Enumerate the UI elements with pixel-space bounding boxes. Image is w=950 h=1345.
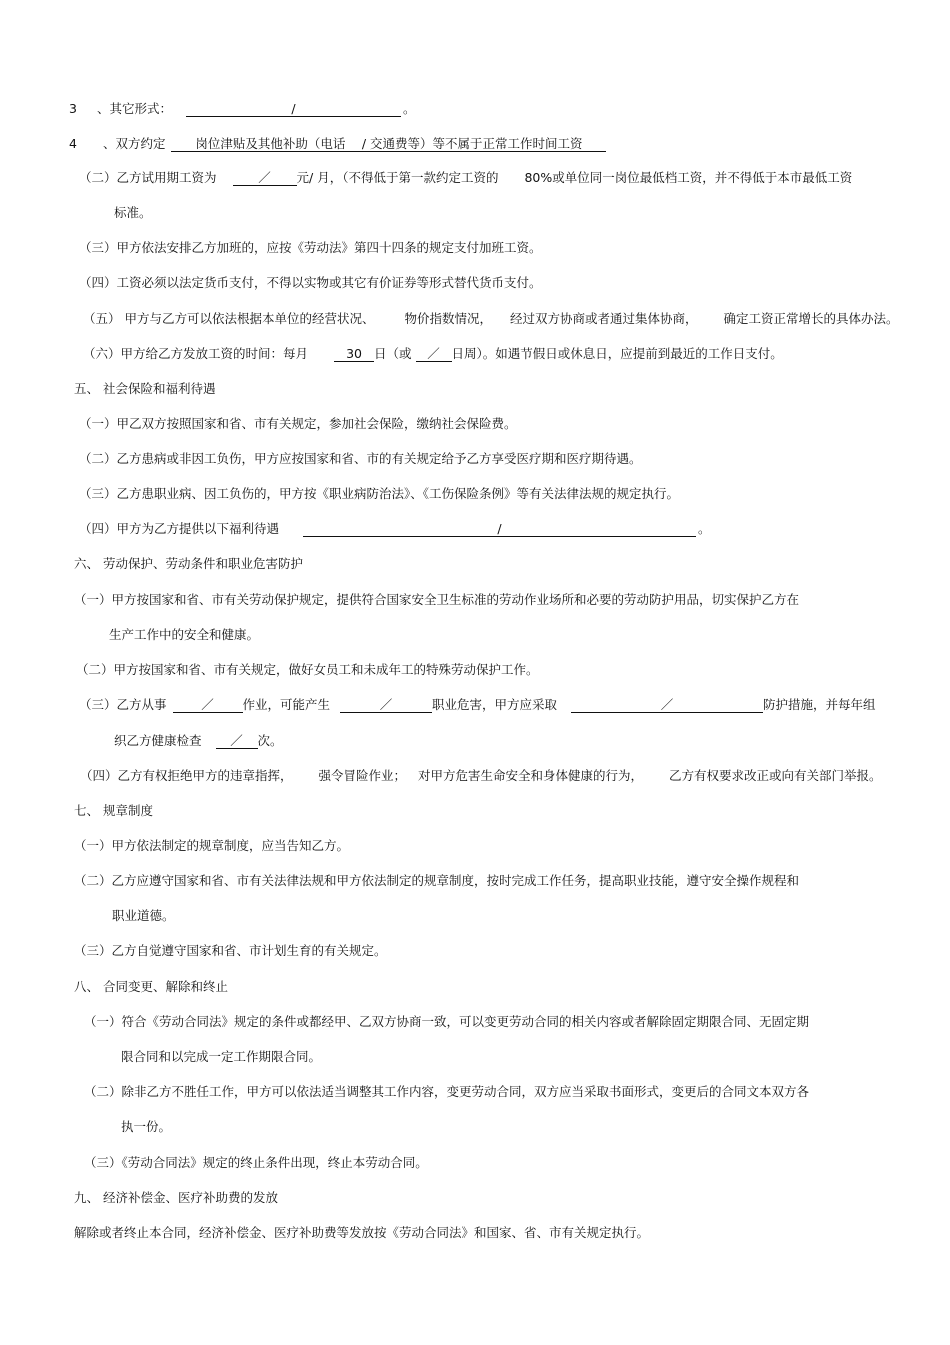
paragraph-line	[114, 205, 152, 221]
percentage-value: 80%	[524, 170, 553, 185]
paragraph-line	[76, 662, 539, 678]
paragraph-line	[74, 943, 387, 959]
paragraph-line	[109, 627, 259, 643]
pay-day	[83, 346, 783, 362]
probation-wage	[79, 170, 852, 186]
fill-blank: /	[186, 101, 401, 117]
fill-blank-day: 30	[334, 346, 374, 362]
text-segment: 日（或	[374, 346, 412, 361]
text-segment: （六）甲方给乙方发放工资的时间：每月	[83, 346, 309, 361]
text-segment: 织乙方健康检查	[114, 733, 202, 748]
clause-end: 。	[698, 521, 711, 536]
right-to-refuse	[80, 768, 882, 784]
paragraph-line	[79, 240, 542, 256]
fill-blank-times: ／	[216, 733, 258, 749]
text: 职业道德。	[112, 908, 175, 923]
text: 执一份。	[121, 1119, 172, 1134]
section-heading	[74, 381, 215, 397]
text: （二）乙方患病或非因工负伤，甲方应按国家和省、市的有关规定给予乙方享受医疗期和医疗期待遇。	[79, 451, 642, 466]
text-segment: 作业，可能产生	[242, 697, 331, 712]
clause-number: 4	[69, 136, 77, 151]
text-segment: （三）乙方从事	[79, 697, 167, 712]
text: （三）乙方自觉遵守国家和省、市计划生育的有关规定。	[74, 943, 387, 958]
paragraph-line	[112, 908, 175, 924]
section-heading	[74, 803, 153, 819]
text: 八、 合同变更、解除和终止	[74, 979, 228, 994]
text: 七、 规章制度	[74, 803, 153, 818]
text: （三）甲方依法安排乙方加班的，应按《劳动法》第四十四条的规定支付加班工资。	[79, 240, 542, 255]
fill-blank-allowance: 岗位津贴及其他补助（电话 / 交通费等）等不属于正常工作时间工资	[171, 136, 606, 152]
text-segment: 职业危害，甲方应采取	[432, 697, 558, 712]
text: 限合同和以完成一定工作期限合同。	[121, 1049, 322, 1064]
text: （四）工资必须以法定货币支付，不得以实物或其它有价证券等形式替代货币支付。	[79, 275, 542, 290]
text: （一）甲方按国家和省、市有关劳动保护规定，提供符合国家安全卫生标准的劳动作业场所和必要的劳动防护用品，切实保护乙方在	[74, 592, 800, 607]
clause-end: 。	[402, 101, 416, 116]
text: （二）乙方应遵守国家和省、市有关法律法规和甲方依法制定的规章制度，按时完成工作任务，提高职业技能，遵守安全操作规程和	[74, 873, 800, 888]
paragraph-line	[84, 1155, 428, 1171]
paragraph-line	[79, 416, 517, 432]
clause-label: 、其它形式：	[96, 101, 172, 116]
text-segment: （二）乙方试用期工资为	[79, 170, 217, 185]
text: 九、 经济补偿金、医疗补助费的发放	[74, 1190, 278, 1205]
paragraph-line	[79, 275, 542, 291]
text-segment: 强令冒险作业；	[318, 768, 407, 783]
text-segment: 经过双方协商或者通过集体协商，	[510, 311, 698, 326]
welfare-benefits	[79, 521, 711, 537]
text: （一）符合《劳动合同法》规定的条件或都经甲、乙双方协商一致，可以变更劳动合同的相关内容或者解除固定期限合同、无固定期	[84, 1014, 810, 1029]
fill-blank-welfare: /	[303, 521, 696, 537]
paragraph-line	[74, 873, 799, 889]
text-segment: 元/ 月，（不得低于第一款约定工资的	[296, 170, 499, 185]
text-segment: 乙方有权要求改正或向有关部门举报。	[669, 768, 882, 783]
text: 六、 劳动保护、劳动条件和职业危害防护	[74, 556, 303, 571]
text: （二）甲方按国家和省、市有关规定，做好女员工和未成年工的特殊劳动保护工作。	[76, 662, 539, 677]
fill-blank-wage: ／	[233, 170, 297, 186]
fill-blank-work: ／	[173, 697, 243, 713]
text: （一）甲乙双方按照国家和省、市有关规定，参加社会保险，缴纳社会保险费。	[79, 416, 517, 431]
text-segment: 防护措施，并每年组	[763, 697, 876, 712]
text: （二）除非乙方不胜任工作，甲方可以依法适当调整其工作内容，变更劳动合同，双方应当采取书面形式，变更后的合同文本双方各	[84, 1084, 810, 1099]
text-segment: 日周）。如遇节假日或休息日，应提前到最近的工作日支付。	[451, 346, 783, 361]
text-segment: （五） 甲方与乙方可以依法根据本单位的经营状况、	[83, 311, 375, 326]
paragraph-line	[79, 486, 679, 502]
paragraph-line	[74, 592, 799, 608]
text-segment: （四）乙方有权拒绝甲方的违章指挥，	[80, 768, 293, 783]
clause-4-agreement	[69, 136, 606, 152]
clause-3-other-forms	[69, 101, 415, 117]
hazard-protection	[79, 697, 876, 713]
clause-label: 、双方约定	[102, 136, 166, 151]
health-check	[114, 733, 283, 749]
clause-number: 3	[69, 101, 77, 116]
text-segment: 对甲方危害生命安全和身体健康的行为，	[418, 768, 644, 783]
text: 标准。	[114, 205, 152, 220]
text: （一）甲方依法制定的规章制度，应当告知乙方。	[74, 838, 350, 853]
text: （三）《劳动合同法》规定的终止条件出现，终止本劳动合同。	[84, 1155, 428, 1170]
text: （三）乙方患职业病、因工负伤的，甲方按《职业病防治法》、《工伤保险条例》等有关法律法规的规定执行。	[79, 486, 680, 501]
fill-blank-week: ／	[416, 346, 452, 362]
text-segment: （四）甲方为乙方提供以下福利待遇	[79, 521, 280, 536]
text-segment: 物价指数情况，	[404, 311, 492, 326]
paragraph-line	[84, 1014, 809, 1030]
paragraph-line	[74, 1225, 649, 1241]
paragraph-line	[74, 838, 349, 854]
fill-blank-hazard: ／	[340, 697, 432, 713]
wage-growth	[83, 311, 899, 327]
section-heading	[74, 979, 228, 995]
text: 生产工作中的安全和健康。	[109, 627, 260, 642]
text: 五、 社会保险和福利待遇	[74, 381, 216, 396]
text-segment: 确定工资正常增长的具体办法。	[723, 311, 899, 326]
section-heading	[74, 1190, 278, 1206]
fill-blank-measures: ／	[571, 697, 763, 713]
paragraph-line	[79, 451, 642, 467]
paragraph-line	[121, 1049, 321, 1065]
text-segment: 次。	[257, 733, 283, 748]
text-segment: 或单位同一岗位最低档工资，并不得低于本市最低工资	[552, 170, 853, 185]
text: 解除或者终止本合同，经济补偿金、医疗补助费等发放按《劳动合同法》和国家、省、市有关规定执行。	[74, 1225, 650, 1240]
paragraph-line	[84, 1084, 809, 1100]
paragraph-line	[121, 1119, 171, 1135]
section-heading	[74, 556, 303, 572]
